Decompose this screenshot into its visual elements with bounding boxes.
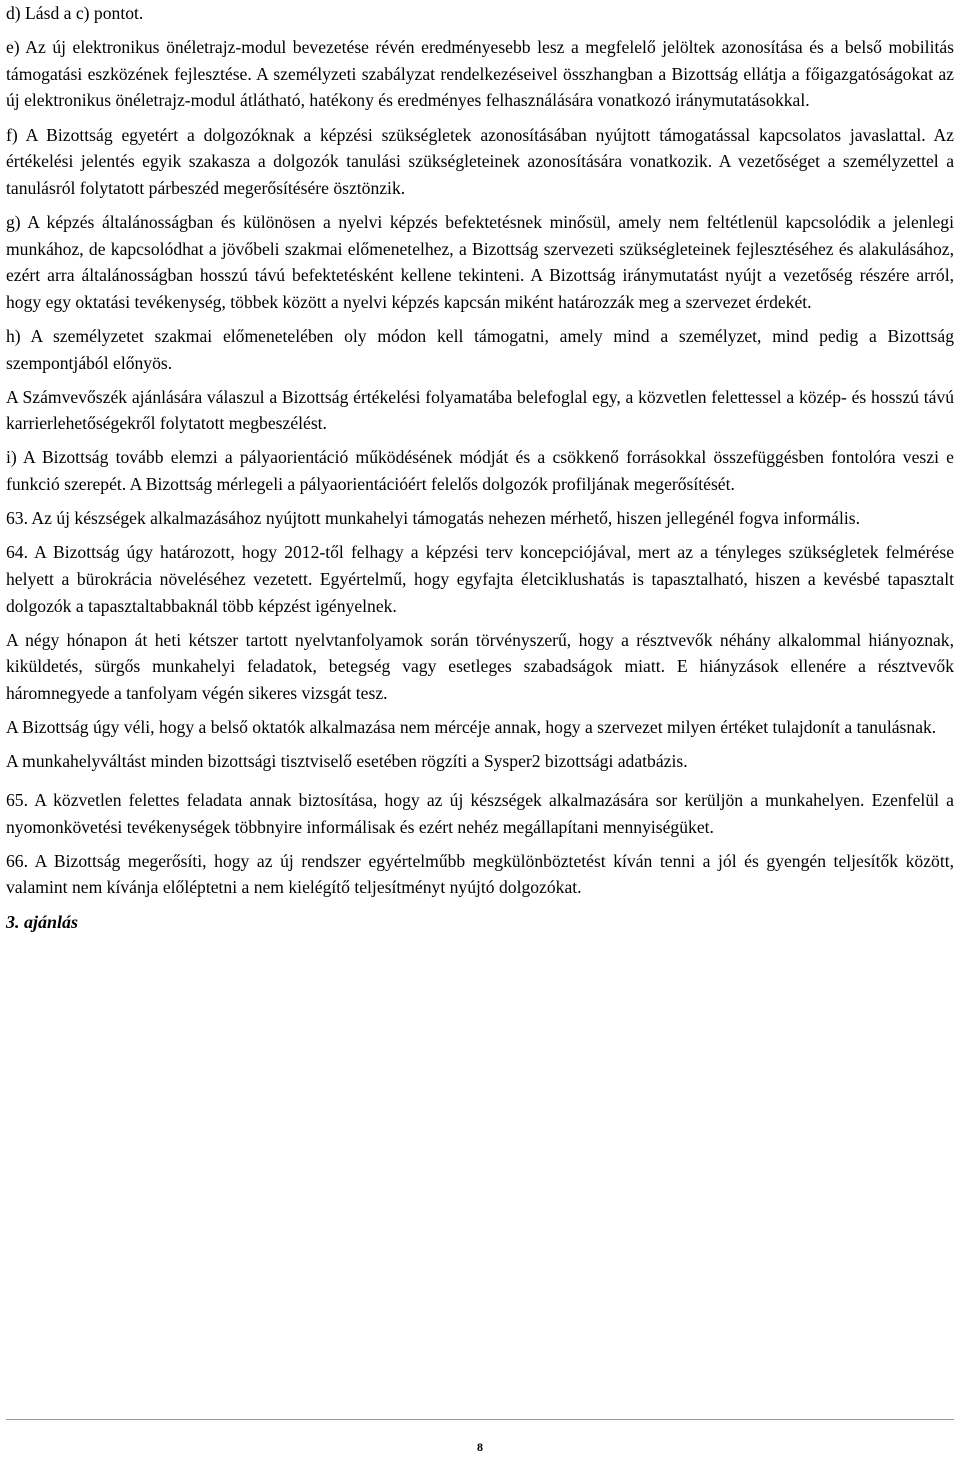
document-page <box>6 0 954 935</box>
paragraph-g: g) A képzés általánosságban és különösen a nyelvi képzés befektetésnek minősül, amely nem feltétlenül kapcsolódik a jelenlegi munkához, de kapcsolódhat a jövőbeli szakmai előmenetelhez, a Bizottság szervezeti szükségleteinek fejlesztéséhez és alakulásához, ezért arra általánosságban hosszú távú befektetésként kellene tekinteni. A Bizottság iránymutatást nyújt a vezetőség részére arról, hogy egy oktatási tevékenység, többek között a nyelvi képzés kapcsán miként határozzák meg a szervezet érdekét. <box>6 211 954 312</box>
paragraph-nyelvtanfolyamok: A négy hónapon át heti kétszer tartott nyelvtanfolyamok során törvényszerű, hogy a résztvevők néhány alkalommal hiányoznak, kiküldetés, sürgős munkahelyi feladatok, betegség vagy esetleges szabadságok miatt. E hiányzások ellenére a résztvevők háromnegyede a tanfolyam végén sikeres vizsgát tesz. <box>6 629 954 703</box>
paragraph-e: e) Az új elektronikus önéletrajz-modul bevezetése révén eredményesebb lesz a megfelelő jelöltek azonosítása és a belső mobilitás támogatási eszközének fejlesztése. A személyzeti szabályzat rendelkezéseivel összhangban a Bizottság ellátja a főigazgatóságokat az új elektronikus önéletrajz-modul átlátható, hatékony és eredményes felhasználására vonatkozó iránymutatásokkal. <box>6 37 954 111</box>
paragraph-i: i) A Bizottság tovább elemzi a pályaorientáció működésének módját és a csökkenő forrásokkal összefüggésben fontolóra veszi e funkció szerepét. A Bizottság mérlegeli a pályaorientációért felelős dolgozók profiljának megerősítését. <box>6 447 954 495</box>
paragraph-d: d) Lásd a c) pontot. <box>6 3 144 23</box>
paragraph-belso-oktatok: A Bizottság úgy véli, hogy a belső oktatók alkalmazása nem mércéje annak, hogy a szervezet milyen értéket tulajdonít a tanulásnak. <box>6 717 937 738</box>
paragraph-64: 64. A Bizottság úgy határozott, hogy 2012-től felhagy a képzési terv koncepciójával, mert az a tényleges szükségletek felmérése helyett a bürokrácia növeléséhez vezetett. Egyértelmű, hogy egyfajta életciklushatás is tapasztalható, hiszen a kevésbé tapasztalt dolgozók a tapasztaltabbaknál több képzést igényelnek. <box>6 542 954 616</box>
paragraph-f: f) A Bizottság egyetért a dolgozóknak a képzési szükségletek azonosításában nyújtott támogatással kapcsolatos javaslattal. Az értékelési jelentés egyik szakasza a dolgozók tanulási szükségleteinek azonosítására vonatkozik. A vezetőséget a személyzettel a tanulásról folytatott párbeszéd megerősítésére ösztönzik. <box>6 124 954 198</box>
paragraph-63: 63. Az új készségek alkalmazásához nyújtott munkahelyi támogatás nehezen mérhető, hiszen jellegénél fogva informális. <box>6 508 860 529</box>
footer-divider <box>6 1419 954 1420</box>
paragraph-65: 65. A közvetlen felettes feladata annak biztosítása, hogy az új készségek alkalmazására sor kerüljön a munkahelyen. Ezenfelül a nyomonkövetési tevékenységek többnyire informálisak és ezért nehéz megállapítani mennyiségüket. <box>6 789 954 837</box>
paragraph-66: 66. A Bizottság megerősíti, hogy az új rendszer egyértelműbb megkülönböztetést kíván tenni a jól és gyengén teljesítők között, valamint nem kívánja előléptetni a nem kielégítő teljesítményt nyújtó dolgozókat. <box>6 850 954 898</box>
paragraph-h: h) A személyzetet szakmai előmenetelében oly módon kell támogatni, amely mind a személyzet, mind pedig a Bizottság szempontjából előnyös. <box>6 325 954 373</box>
paragraph-szamvevoszek: A Számvevőszék ajánlására válaszul a Bizottság értékelési folyamatába belefoglal egy, a közvetlen felettessel a közép- és hosszú távú karrierlehetőségekről folytatott megbeszélést. <box>6 386 954 434</box>
section-heading: 3. ajánlás <box>6 911 79 932</box>
paragraph-munkahelyvaltas: A munkahelyváltást minden bizottsági tisztviselő esetében rögzíti a Sysper2 bizottsági adatbázis. <box>6 751 688 772</box>
page-number: 8 <box>477 1440 483 1454</box>
